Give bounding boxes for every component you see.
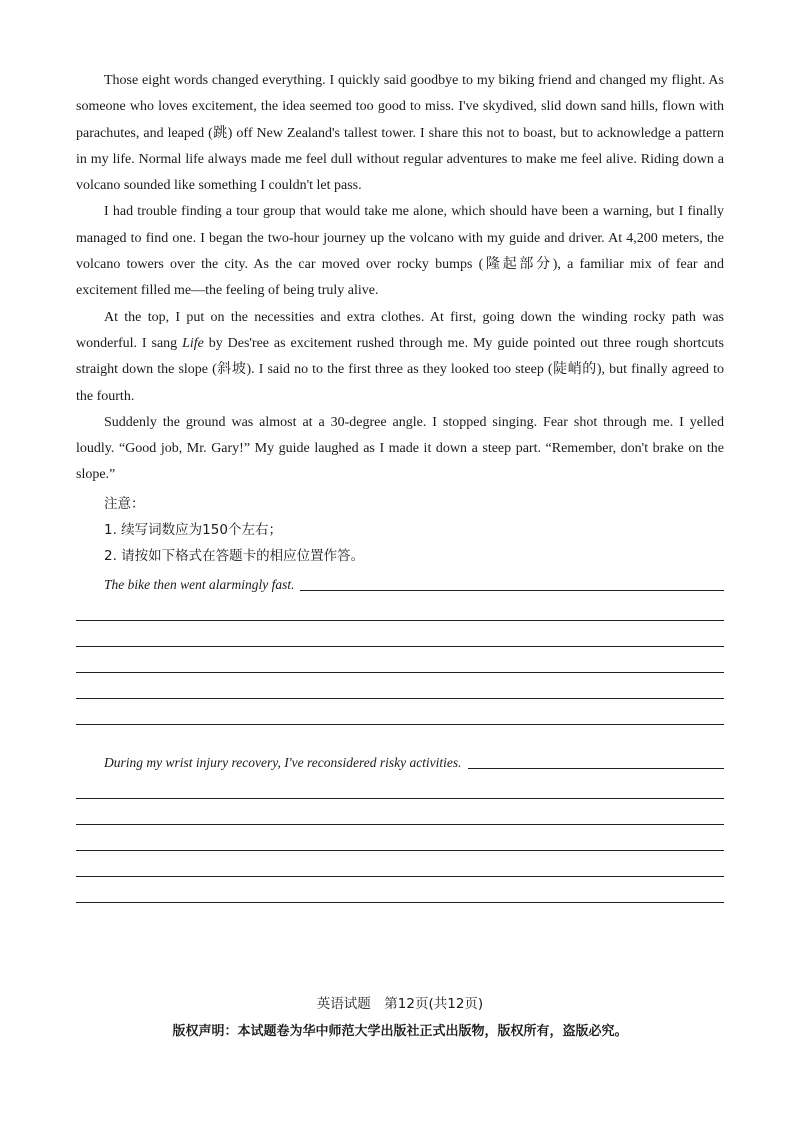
note-item-1: 1. 续写词数应为150个左右；	[104, 521, 282, 538]
passage-paragraph-4: Suddenly the ground was almost at a 30-degree angle. I stopped singing. Fear shot through me. I yelled loudly. “Good job, Mr. Gary!” My guide laughed as I made it down a steep part. “Remember, don't brake on the slope.”	[76, 414, 724, 483]
answer-line[interactable]	[76, 595, 724, 621]
notes-section	[76, 491, 724, 569]
passage-paragraph-1: Those eight words changed everything. I quickly said goodbye to my biking friend and changed my flight. As someone who loves excitement, the idea seemed too good to miss. I've skydived, slid down sand hills, flown with parachutes, and leaped (跳) off New Zealand's tallest tower. I share this not to boast, but to acknowledge a pattern in my life. Normal life always made me feel dull without regular adventures to make me feel alive. Riding down a volcano sounded like something I couldn't let pass.	[76, 73, 724, 194]
copyright-notice: 版权声明：本试题卷为华中师范大学出版社正式出版物，版权所有，盗版必究。	[172, 1024, 628, 1039]
passage-content	[76, 68, 724, 903]
passage-paragraph-3	[76, 305, 724, 410]
answer-blank-line[interactable]	[300, 590, 724, 591]
starter-sentence-1: The bike then went alarmingly fast.	[104, 576, 295, 592]
writing-area-1[interactable]	[76, 569, 724, 725]
notes-title: 注意：	[104, 495, 145, 512]
paragraph-3-text-after: by Des'ree as excitement rushed through me. My guide pointed out three rough shortcuts straight down the slope (斜坡). I said no to the first three as they looked too steep (陡峭的), but finally agreed to the fourth.	[76, 335, 724, 404]
answer-line[interactable]	[76, 877, 724, 903]
answer-line[interactable]	[76, 799, 724, 825]
writing-area-2[interactable]	[76, 747, 724, 903]
passage-paragraph-2: I had trouble finding a tour group that would take me alone, which should have been a warning, but I finally managed to find one. I began the two-hour journey up the volcano with my guide and driver. At 4,200 meters, the volcano towers over the city. As the car moved over rocky bumps (隆起部分), a familiar mix of fear and excitement filled me—the feeling of being truly alive.	[76, 204, 724, 299]
starter-line-2	[76, 747, 724, 773]
answer-line[interactable]	[76, 851, 724, 877]
answer-line[interactable]	[76, 673, 724, 699]
starter-line-1	[76, 569, 724, 595]
note-item-2: 2. 请按如下格式在答题卡的相应位置作答。	[104, 547, 365, 564]
answer-line[interactable]	[76, 825, 724, 851]
answer-line[interactable]	[76, 647, 724, 673]
song-title: Life	[182, 335, 204, 351]
paragraph-3-text-before: At the top, I put on the necessities and extra clothes. At first, going down the winding rocky path was wonderful. I sang	[76, 309, 724, 351]
answer-blank-line[interactable]	[468, 768, 724, 769]
page-number-footer: 英语试题 第12页(共12页)	[316, 996, 484, 1012]
starter-sentence-2: During my wrist injury recovery, I've reconsidered risky activities.	[104, 754, 462, 770]
answer-line[interactable]	[76, 621, 724, 647]
answer-line[interactable]	[76, 699, 724, 725]
answer-line[interactable]	[76, 773, 724, 799]
